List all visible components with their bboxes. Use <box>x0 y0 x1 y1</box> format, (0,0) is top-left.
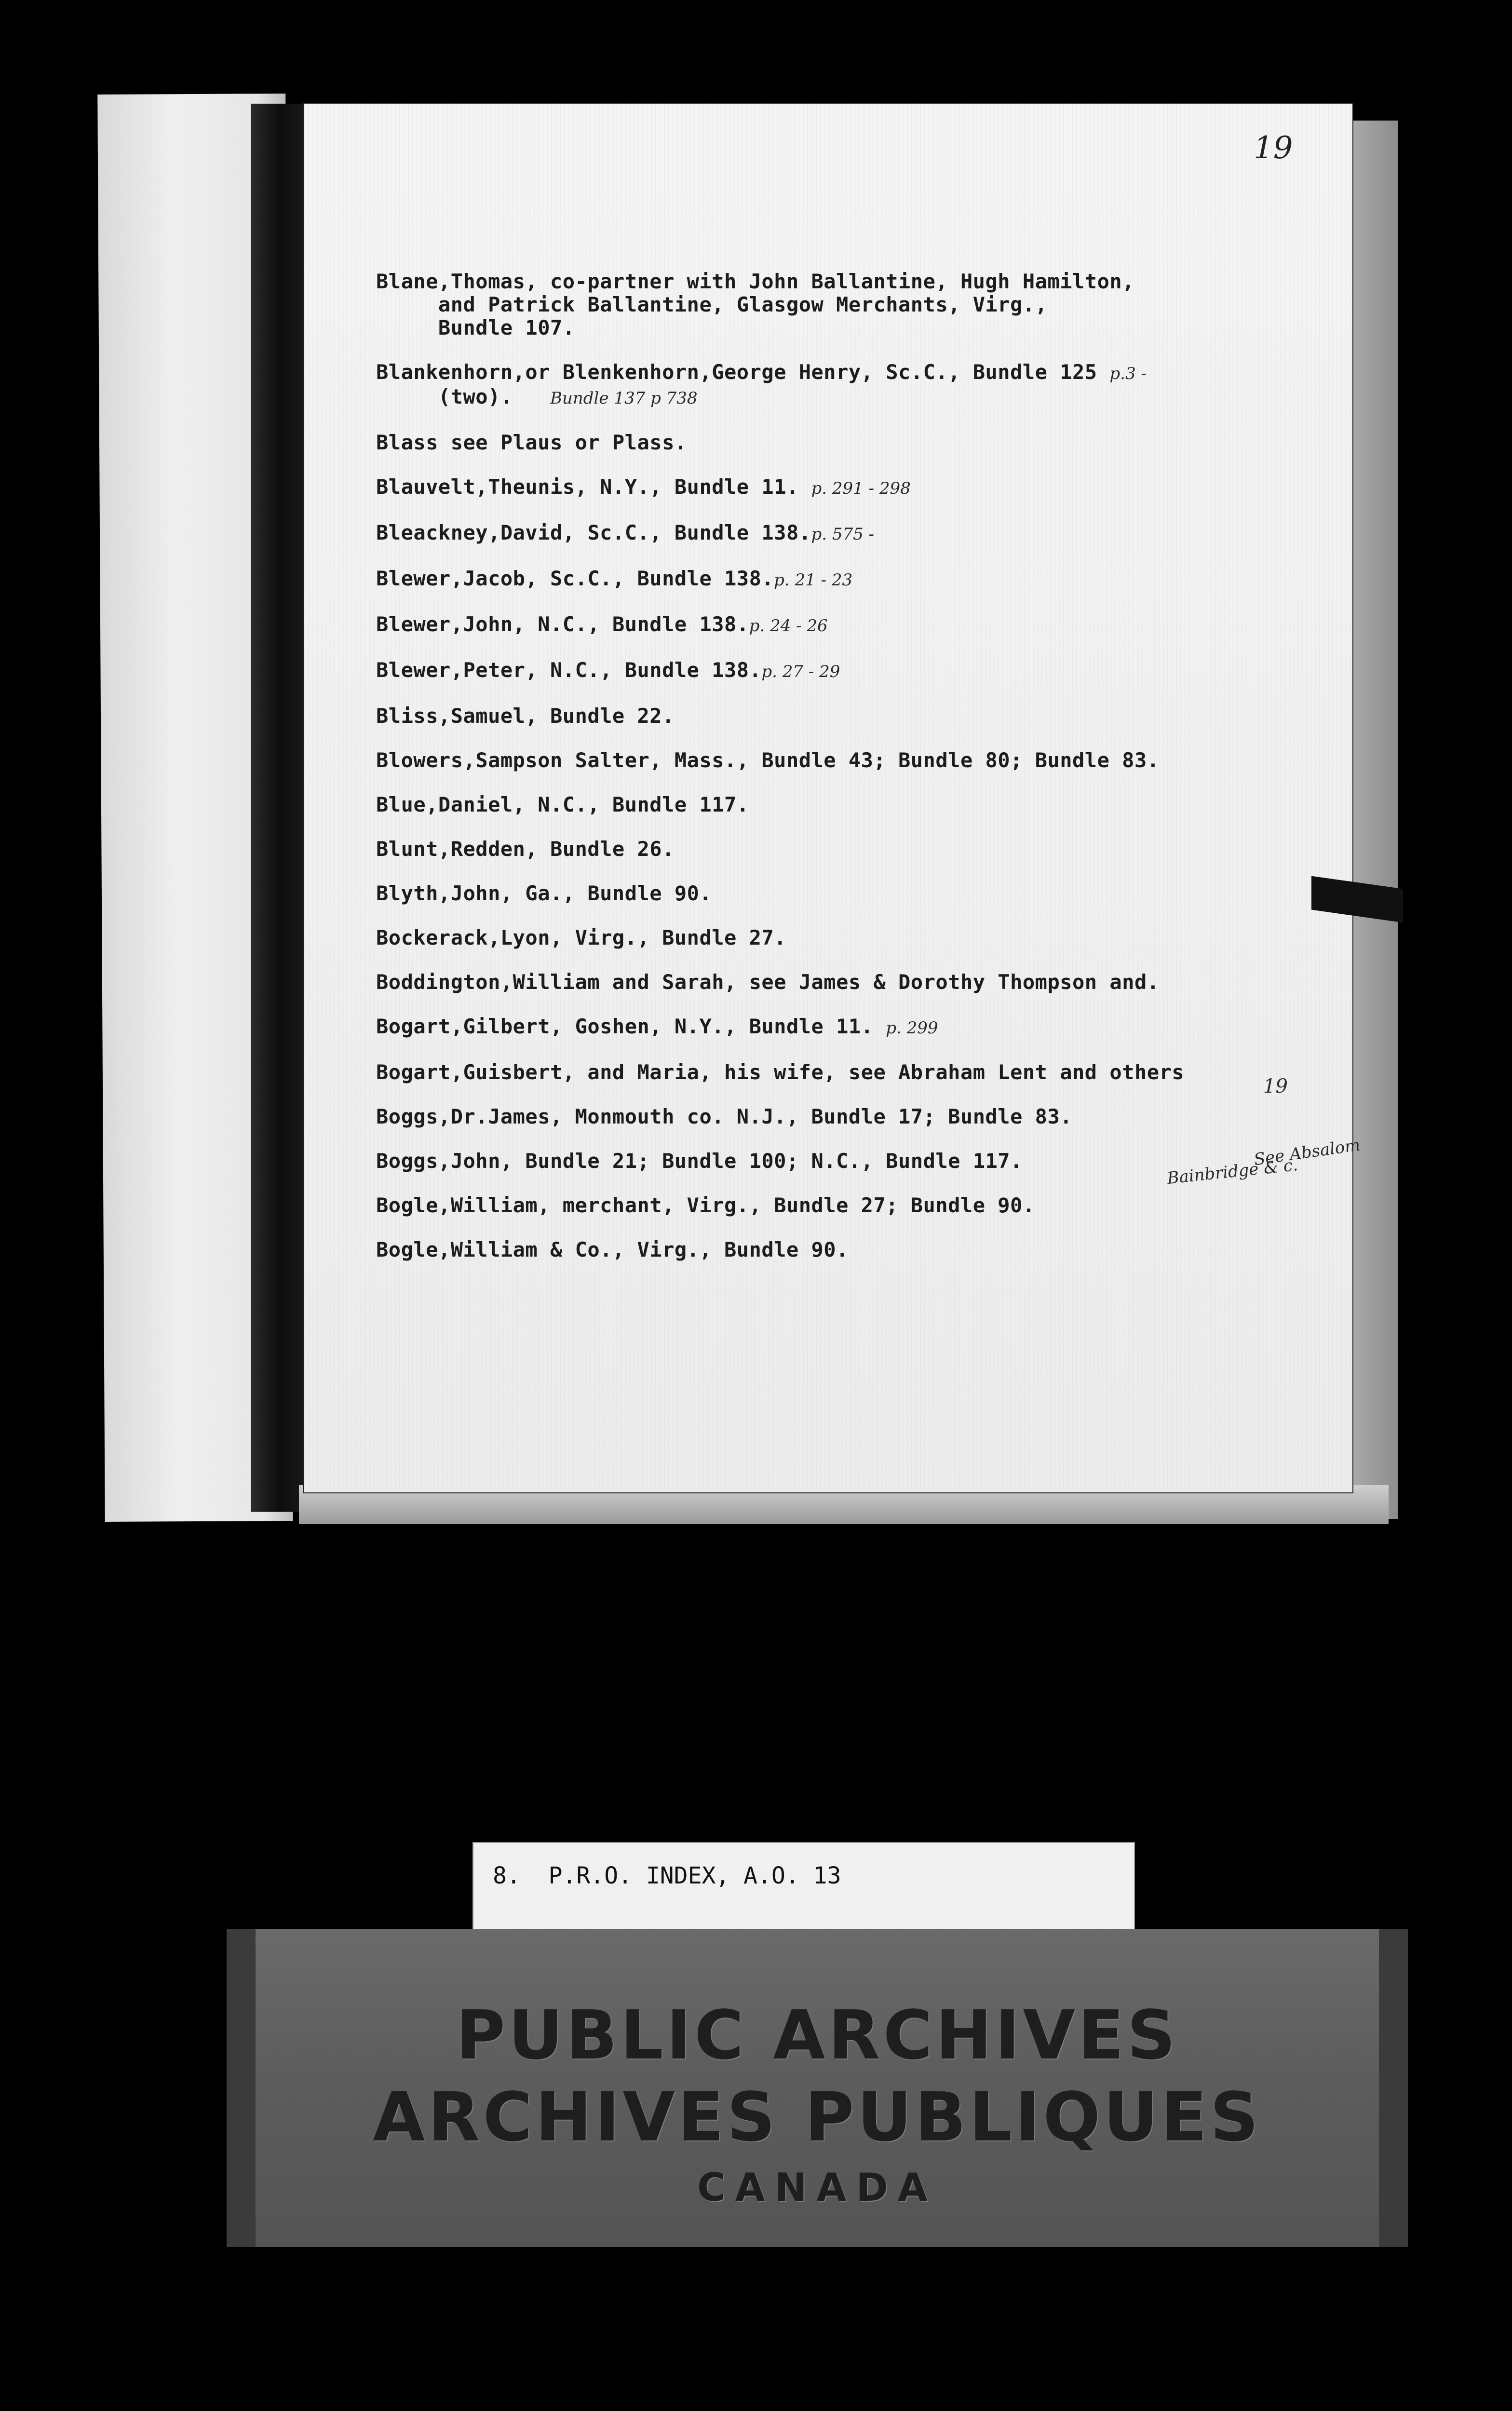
handwritten-note: p. 291 - 298 <box>811 479 911 498</box>
archives-stamp <box>227 1929 1408 2247</box>
index-entry <box>376 567 1316 592</box>
handwritten-note: p. 299 <box>886 1018 938 1038</box>
index-entry <box>376 1194 1316 1217</box>
index-entry <box>376 838 1316 861</box>
entry-text: Bogart,Gilbert, Goshen, N.Y., Bundle 11. <box>376 1015 874 1038</box>
margin-note-number: 19 <box>1263 1075 1288 1097</box>
entry-line: and Patrick Ballantine, Glasgow Merchants, Virg., <box>376 293 1048 316</box>
film-caption <box>472 1842 1135 1931</box>
index-entry <box>376 704 1316 728</box>
index-entry <box>376 1238 1316 1261</box>
entry-line: Bundle 107. <box>376 316 575 339</box>
entry-line: (two). <box>376 385 513 408</box>
index-entry <box>376 475 1316 500</box>
entry-text: Bogle,William, merchant, Virg., Bundle 27; Bundle 90. <box>376 1193 1035 1217</box>
index-entry <box>376 1105 1316 1128</box>
index-entries <box>376 270 1316 1283</box>
handwritten-note: Bundle 137 p 738 <box>550 389 698 408</box>
entry-line: Blankenhorn,or Blenkenhorn,George Henry, Sc.C., Bundle 125 <box>376 360 1097 384</box>
entry-text: Blunt,Redden, Bundle 26. <box>376 837 675 861</box>
entry-text: Blewer,John, N.C., Bundle 138. <box>376 612 749 636</box>
entry-text: Blass see Plaus or Plass. <box>376 431 687 454</box>
handwritten-note: p. 575 - <box>811 525 875 544</box>
index-entry <box>376 926 1316 949</box>
index-entry <box>376 431 1316 454</box>
margin-note-see: See Absalom <box>1253 1135 1362 1170</box>
index-entry <box>376 971 1316 994</box>
stamp-line-english: PUBLIC ARCHIVES <box>456 1996 1179 2075</box>
entry-text: Boggs,Dr.James, Monmouth co. N.J., Bundle 17; Bundle 83. <box>376 1105 1073 1128</box>
index-entry <box>376 361 1316 410</box>
caption-text: 8. P.R.O. INDEX, A.O. 13 <box>493 1862 841 1889</box>
entry-text: Bockerack,Lyon, Virg., Bundle 27. <box>376 926 786 949</box>
entry-text: Blauvelt,Theunis, N.Y., Bundle 11. <box>376 475 799 499</box>
entry-text: Boddington,William and Sarah, see James & Dorothy Thompson and. <box>376 970 1160 994</box>
index-entry <box>376 659 1316 683</box>
index-entry <box>376 1061 1316 1084</box>
index-entry <box>376 613 1316 637</box>
handwritten-note: p.3 - <box>1109 364 1147 383</box>
binding-shadow <box>251 104 309 1512</box>
index-entry <box>376 749 1316 772</box>
entry-text: Boggs,John, Bundle 21; Bundle 100; N.C., Bundle 117. <box>376 1149 1023 1173</box>
margin-note-bainbridge: Bainbridge & c. <box>1166 1155 1299 1189</box>
entry-text: Blue,Daniel, N.C., Bundle 117. <box>376 793 749 816</box>
index-entry <box>376 1015 1316 1040</box>
entry-text: Bleackney,David, Sc.C., Bundle 138. <box>376 521 811 544</box>
entry-text: Bliss,Samuel, Bundle 22. <box>376 704 675 728</box>
handwritten-note: p. 27 - 29 <box>761 662 840 681</box>
stamp-line-country: CANADA <box>697 2165 937 2210</box>
index-entry <box>376 270 1316 339</box>
entry-text: Blewer,Peter, N.C., Bundle 138. <box>376 658 762 682</box>
entry-text: Blowers,Sampson Salter, Mass., Bundle 43; Bundle 80; Bundle 83. <box>376 748 1160 772</box>
entry-line: Blane,Thomas, co-partner with John Ballantine, Hugh Hamilton, <box>376 270 1134 293</box>
entry-text: Blewer,Jacob, Sc.C., Bundle 138. <box>376 567 774 590</box>
entry-text: Bogle,William & Co., Virg., Bundle 90. <box>376 1238 849 1261</box>
handwritten-note: p. 21 - 23 <box>774 570 853 590</box>
page-number: 19 <box>1254 130 1293 166</box>
entry-text: Blyth,John, Ga., Bundle 90. <box>376 881 712 905</box>
index-entry <box>376 521 1316 546</box>
index-entry <box>376 882 1316 905</box>
index-entry <box>376 793 1316 816</box>
handwritten-note: p. 24 - 26 <box>749 616 828 636</box>
stamp-line-french: ARCHIVES PUBLIQUES <box>373 2078 1262 2157</box>
entry-text: Bogart,Guisbert, and Maria, his wife, see Abraham Lent and others <box>376 1060 1185 1084</box>
